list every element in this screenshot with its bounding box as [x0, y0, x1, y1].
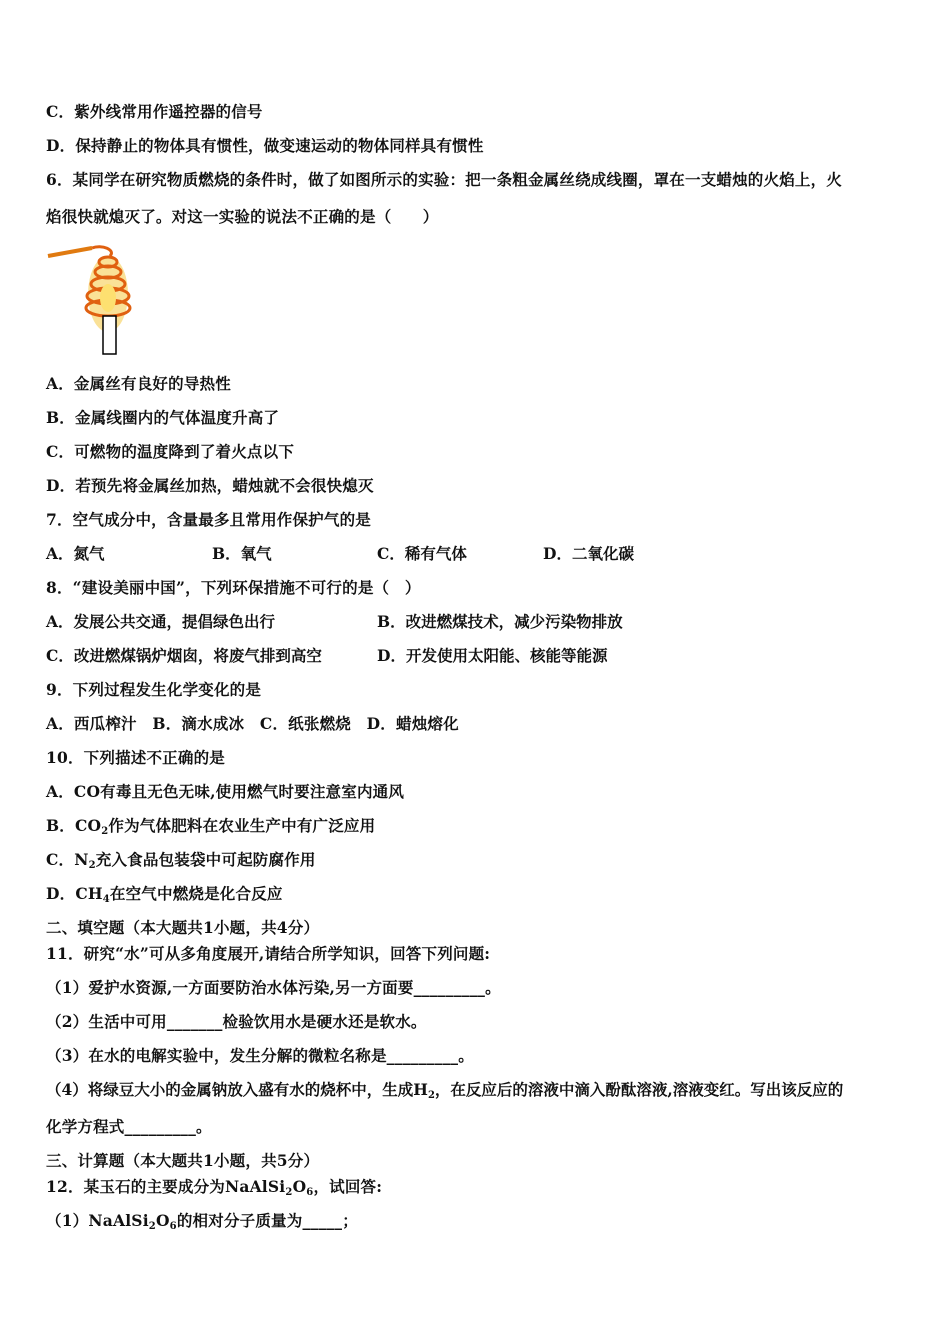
question-11-part2: （2）生活中可用_______检验饮用水是硬水还是软水。 [46, 1012, 427, 1031]
question-12-part1 [46, 1211, 358, 1237]
question-6-line1: 6．某同学在研究物质燃烧的条件时，做了如图所示的实验：把一条粗金属丝绕成线圈，罩在一支蜡烛的火焰上，火 [46, 170, 842, 189]
q12-1-sub2: 6 [169, 1221, 177, 1232]
question-9: 9．下列过程发生化学变化的是 [46, 680, 262, 699]
q12-1-sub1: 2 [148, 1221, 156, 1232]
option-10b-pre: B．CO [46, 816, 102, 835]
option-7c: C．稀有气体 [377, 544, 467, 563]
question-11-part1: （1）爱护水资源,一方面要防治水体污染,另一方面要_________。 [46, 978, 501, 997]
option-5d-prev: D．保持静止的物体具有惯性，做变速运动的物体同样具有惯性 [46, 136, 484, 155]
option-6d: D．若预先将金属丝加热，蜡烛就不会很快熄灭 [46, 476, 374, 495]
option-7d: D．二氧化碳 [543, 544, 634, 563]
question-7: 7．空气成分中，含量最多且常用作保护气的是 [46, 510, 371, 529]
option-8d: D．开发使用太阳能、核能等能源 [377, 646, 608, 665]
option-10c-sub: 2 [88, 860, 96, 871]
q12-mid: O [292, 1177, 307, 1196]
candle-coil-figure [44, 238, 144, 360]
q12-1-pre: （1）NaAlSi [46, 1211, 149, 1230]
q12-pre: 12．某玉石的主要成分为NaAlSi [46, 1177, 286, 1196]
option-6c-prev: C．紫外线常用作遥控器的信号 [46, 102, 263, 121]
q12-sub2: 6 [306, 1187, 314, 1198]
option-6a: A．金属丝有良好的导热性 [46, 374, 231, 393]
option-10d [46, 884, 283, 910]
section-3-heading: 三、计算题（本大题共1小题，共5分） [46, 1151, 320, 1170]
question-10: 10．下列描述不正确的是 [46, 748, 225, 767]
question-8: 8．“建设美丽中国”，下列环保措施不可行的是（ ） [46, 578, 421, 597]
option-7a: A．氮气 [46, 544, 105, 563]
question-6-line2: 焰很快就熄灭了。对这一实验的说法不正确的是（ ） [46, 207, 439, 226]
q12-1-mid: O [155, 1211, 170, 1230]
flame [100, 284, 116, 312]
question-11-part3: （3）在水的电解实验中，发生分解的微粒名称是_________。 [46, 1046, 474, 1065]
question-11-part4-line1 [46, 1080, 843, 1106]
option-8a: A．发展公共交通，提倡绿色出行 [46, 612, 276, 631]
candle-body [103, 316, 116, 354]
wire-handle [48, 248, 92, 256]
question-11: 11．研究“水”可从多角度展开,请结合所学知识，回答下列问题: [46, 944, 491, 963]
q12-post: ，试回答: [313, 1177, 383, 1196]
question-11-part4-line2: 化学方程式_________。 [46, 1117, 212, 1136]
option-10b-sub: 2 [101, 826, 109, 837]
option-10a: A．CO有毒且无色无味,使用燃气时要注意室内通风 [46, 782, 405, 801]
option-10c-post: 充入食品包装袋中可起防腐作用 [95, 850, 316, 869]
option-10c [46, 850, 316, 876]
q12-sub1: 2 [285, 1187, 293, 1198]
option-6c: C．可燃物的温度降到了着火点以下 [46, 442, 295, 461]
q11-4-sub: 2 [427, 1090, 435, 1101]
option-7b: B．氧气 [212, 544, 272, 563]
option-10d-pre: D．CH [46, 884, 103, 903]
option-10d-sub: 4 [102, 894, 110, 905]
q11-4-pre: （4）将绿豆大小的金属钠放入盛有水的烧杯中，生成H [46, 1080, 428, 1099]
q12-1-post: 的相对分子质量为_____； [176, 1211, 358, 1230]
option-10b-post: 作为气体肥料在农业生产中有广泛应用 [108, 816, 376, 835]
option-10b [46, 816, 375, 842]
option-10d-post: 在空气中燃烧是化合反应 [109, 884, 283, 903]
question-12 [46, 1177, 382, 1203]
option-8c: C．改进燃煤锅炉烟囱，将废气排到高空 [46, 646, 322, 665]
q11-4-post: ，在反应后的溶液中滴入酚酞溶液,溶液变红。写出该反应的 [434, 1080, 844, 1099]
option-8b: B．改进燃煤技术，减少污染物排放 [377, 612, 623, 631]
section-2-heading: 二、填空题（本大题共1小题，共4分） [46, 918, 320, 937]
option-10c-pre: C．N [46, 850, 89, 869]
option-6b: B．金属线圈内的气体温度升高了 [46, 408, 280, 427]
options-9: A．西瓜榨汁 B．滴水成冰 C．纸张燃烧 D．蜡烛熔化 [46, 714, 459, 733]
